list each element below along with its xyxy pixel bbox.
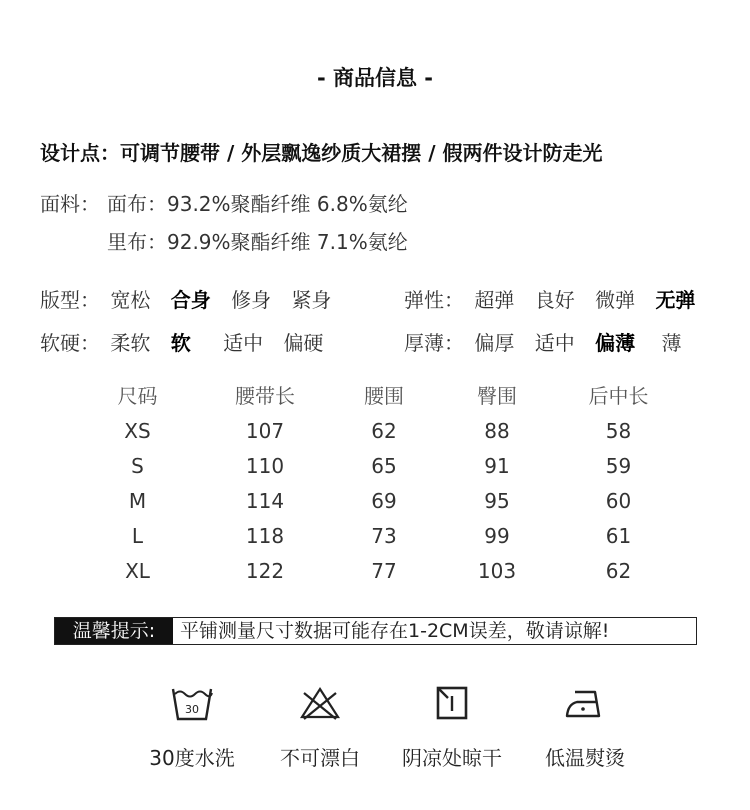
wash-30-icon <box>170 683 214 723</box>
size-table <box>70 375 686 588</box>
fabric-label: 面料： <box>40 192 100 216</box>
softness-attribute <box>40 327 337 356</box>
care-label-dry-shade: 阴凉处晾干 <box>402 746 502 770</box>
cell-hip: 95 <box>484 488 510 513</box>
cell-hip: 91 <box>484 453 510 478</box>
cell-belt-length: 114 <box>245 488 285 513</box>
tip-label: 温馨提示: <box>55 618 173 644</box>
thickness-option: 偏厚 <box>474 331 515 355</box>
thickness-label: 厚薄： <box>404 331 464 355</box>
cell-waist: 65 <box>371 453 397 478</box>
cell-back-length: 59 <box>605 453 632 478</box>
elasticity-option: 良好 <box>534 288 575 312</box>
no-bleach-icon <box>298 683 342 723</box>
cell-hip: 103 <box>477 558 517 583</box>
low-iron-icon <box>563 683 607 723</box>
cell-back-length: 61 <box>605 523 632 548</box>
cell-size: XS <box>124 418 151 443</box>
elasticity-option-selected: 无弹 <box>655 288 696 312</box>
cell-belt-length: 110 <box>245 453 285 478</box>
cell-waist: 62 <box>371 418 397 443</box>
cell-size: L <box>131 523 144 548</box>
size-table-header <box>70 375 686 413</box>
table-row <box>70 553 686 588</box>
cell-back-length: 62 <box>605 558 632 583</box>
elasticity-option: 微弹 <box>595 288 636 312</box>
section-title: - 商品信息 - <box>316 66 434 90</box>
softness-option: 适中 <box>223 331 264 355</box>
softness-option-selected: 软 <box>170 331 191 355</box>
care-label-no-bleach: 不可漂白 <box>280 746 360 770</box>
svg-text:30: 30 <box>185 703 199 716</box>
fit-option-selected: 合身 <box>170 288 211 312</box>
cell-size: M <box>128 488 147 513</box>
cell-back-length: 60 <box>605 488 632 513</box>
elasticity-option: 超弹 <box>474 288 515 312</box>
table-row <box>70 413 686 448</box>
care-label-wash: 30度水洗 <box>149 746 235 770</box>
fit-attribute <box>40 284 345 313</box>
cell-size: XL <box>125 558 150 583</box>
fit-option: 紧身 <box>291 288 332 312</box>
cell-belt-length: 118 <box>245 523 285 548</box>
thickness-option: 适中 <box>534 331 575 355</box>
fit-label: 版型： <box>40 288 100 312</box>
cell-belt-length: 107 <box>245 418 285 443</box>
table-row <box>70 448 686 483</box>
fit-option: 宽松 <box>110 288 151 312</box>
care-label-low-iron: 低温熨烫 <box>545 746 625 770</box>
cell-size: S <box>131 453 144 478</box>
dry-in-shade-icon <box>430 683 474 723</box>
thickness-attribute <box>404 327 695 356</box>
elasticity-attribute <box>404 284 709 313</box>
cell-waist: 77 <box>371 558 397 583</box>
cell-back-length: 58 <box>605 418 632 443</box>
cell-waist: 69 <box>371 488 397 513</box>
table-row <box>70 518 686 553</box>
fabric-lining: 里布：92.9%聚酯纤维 7.1%氨纶 <box>107 230 408 254</box>
thickness-option-selected: 偏薄 <box>595 331 636 355</box>
tip-box <box>54 617 697 645</box>
header-waist: 腰围 <box>364 383 404 408</box>
header-size: 尺码 <box>117 383 158 408</box>
table-row <box>70 483 686 518</box>
header-belt-length: 腰带长 <box>235 383 295 408</box>
softness-label: 软硬： <box>40 331 100 355</box>
softness-option: 柔软 <box>110 331 151 355</box>
fabric-outer: 面布：93.2%聚酯纤维 6.8%氨纶 <box>107 192 408 216</box>
header-hip: 臀围 <box>477 383 517 408</box>
design-points: 设计点：可调节腰带 / 外层飘逸纱质大裙摆 / 假两件设计防走光 <box>40 141 603 165</box>
cell-waist: 73 <box>371 523 397 548</box>
cell-belt-length: 122 <box>245 558 285 583</box>
thickness-option: 薄 <box>661 331 682 355</box>
elasticity-label: 弹性： <box>404 288 464 312</box>
softness-option: 偏硬 <box>283 331 324 355</box>
fit-option: 修身 <box>231 288 272 312</box>
cell-hip: 99 <box>484 523 510 548</box>
tip-text: 平铺测量尺寸数据可能存在1-2CM误差，敬请谅解! <box>180 620 610 642</box>
header-back-length: 后中长 <box>588 383 649 408</box>
cell-hip: 88 <box>484 418 510 443</box>
